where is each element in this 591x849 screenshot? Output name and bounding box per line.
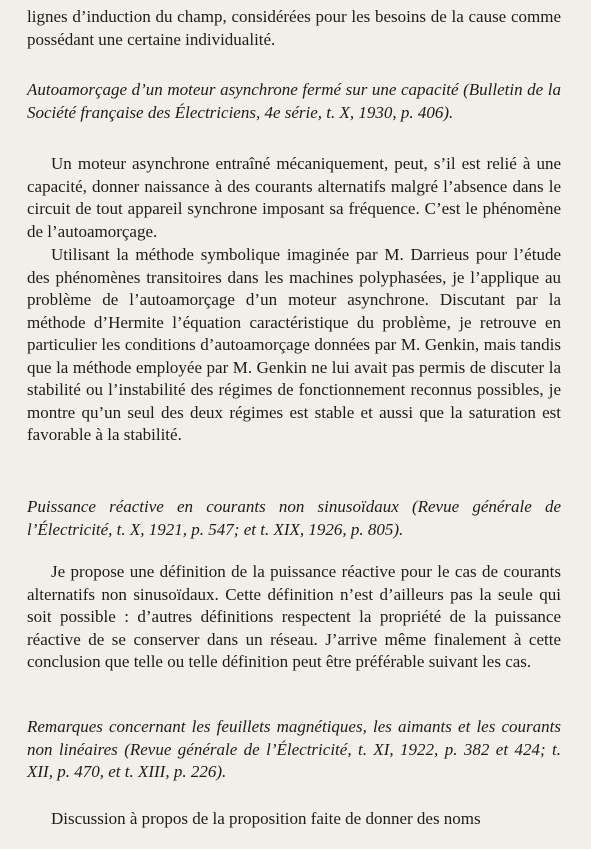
entry-1-heading	[27, 79, 561, 124]
top-paragraph: lignes d’induction du champ, considérées pour les besoins de la cause comme possédant une certaine individualité.	[27, 7, 561, 49]
entry-2-heading	[27, 496, 561, 541]
entry-3-heading	[27, 716, 561, 784]
entry-2-title: Puissance réactive en courants non sinusoïdaux	[27, 497, 399, 516]
entry-1-paragraph-1: Un moteur asynchrone entraîné mécaniquement, peut, s’il est relié à une capacité, donner naissance à des courants alternatifs malgré l’absence dans le circuit de tout appareil synchrone imposant sa fréquence. C’est le phénomène de l’autoamorçage.	[27, 154, 561, 241]
entry-1-paragraph-2: Utilisant la méthode symbolique imaginée par M. Darrieus pour l’étude des phénomènes transitoires dans les machines polyphasées, je l’applique au problème de l’autoamorçage d’un moteur asynchrone. Discutant par la méthode d’Hermite l’équation caractéristique du problème, je retrouve en particulier les conditions d’autoamorçage données par M. Genkin, mais tandis que la méthode employée par M. Genkin ne lui avait pas permis de discuter la stabilité ou l’instabilité des régimes de fonctionnement reconnus possibles, je montre qu’un seul des deux régimes est stable et aussi que la saturation est favorable à la stabilité.	[27, 245, 561, 444]
entry-3-paragraph-1: Discussion à propos de la proposition faite de donner des noms	[51, 809, 481, 828]
entry-3-ref: (Revue générale de l’Électricité, t. XI, 1922, p. 382 et 424; t. XII, p. 470, et t. XIII, p. 226).	[27, 739, 562, 781]
entry-2-paragraph-1: Je propose une définition de la puissance réactive pour le cas de courants alternatifs non sinusoïdaux. Cette définition n’est d’ailleurs pas la seule qui soit possible : d’autres définitions respectent la propriété de la puissance réactive de se conserver dans un réseau. J’arrive même finalement à cette conclusion que telle ou telle définition peut être préférable suivant les cas.	[27, 562, 561, 671]
entry-2-ref: (Revue générale de l’Électricité, t. X, 1921, p. 547; et t. XIX, 1926, p. 805).	[27, 497, 562, 539]
entry-3-title: Remarques concernant les feuillets magnétiques, les aimants et les courants non linéaires	[27, 717, 561, 759]
entry-1-title: Autoamorçage d’un moteur asynchrone fermé sur une capacité	[27, 80, 459, 99]
entry-1-ref: (Bulletin de la Société française des Électriciens, 4e série, t. X, 1930, p. 406).	[27, 80, 561, 122]
